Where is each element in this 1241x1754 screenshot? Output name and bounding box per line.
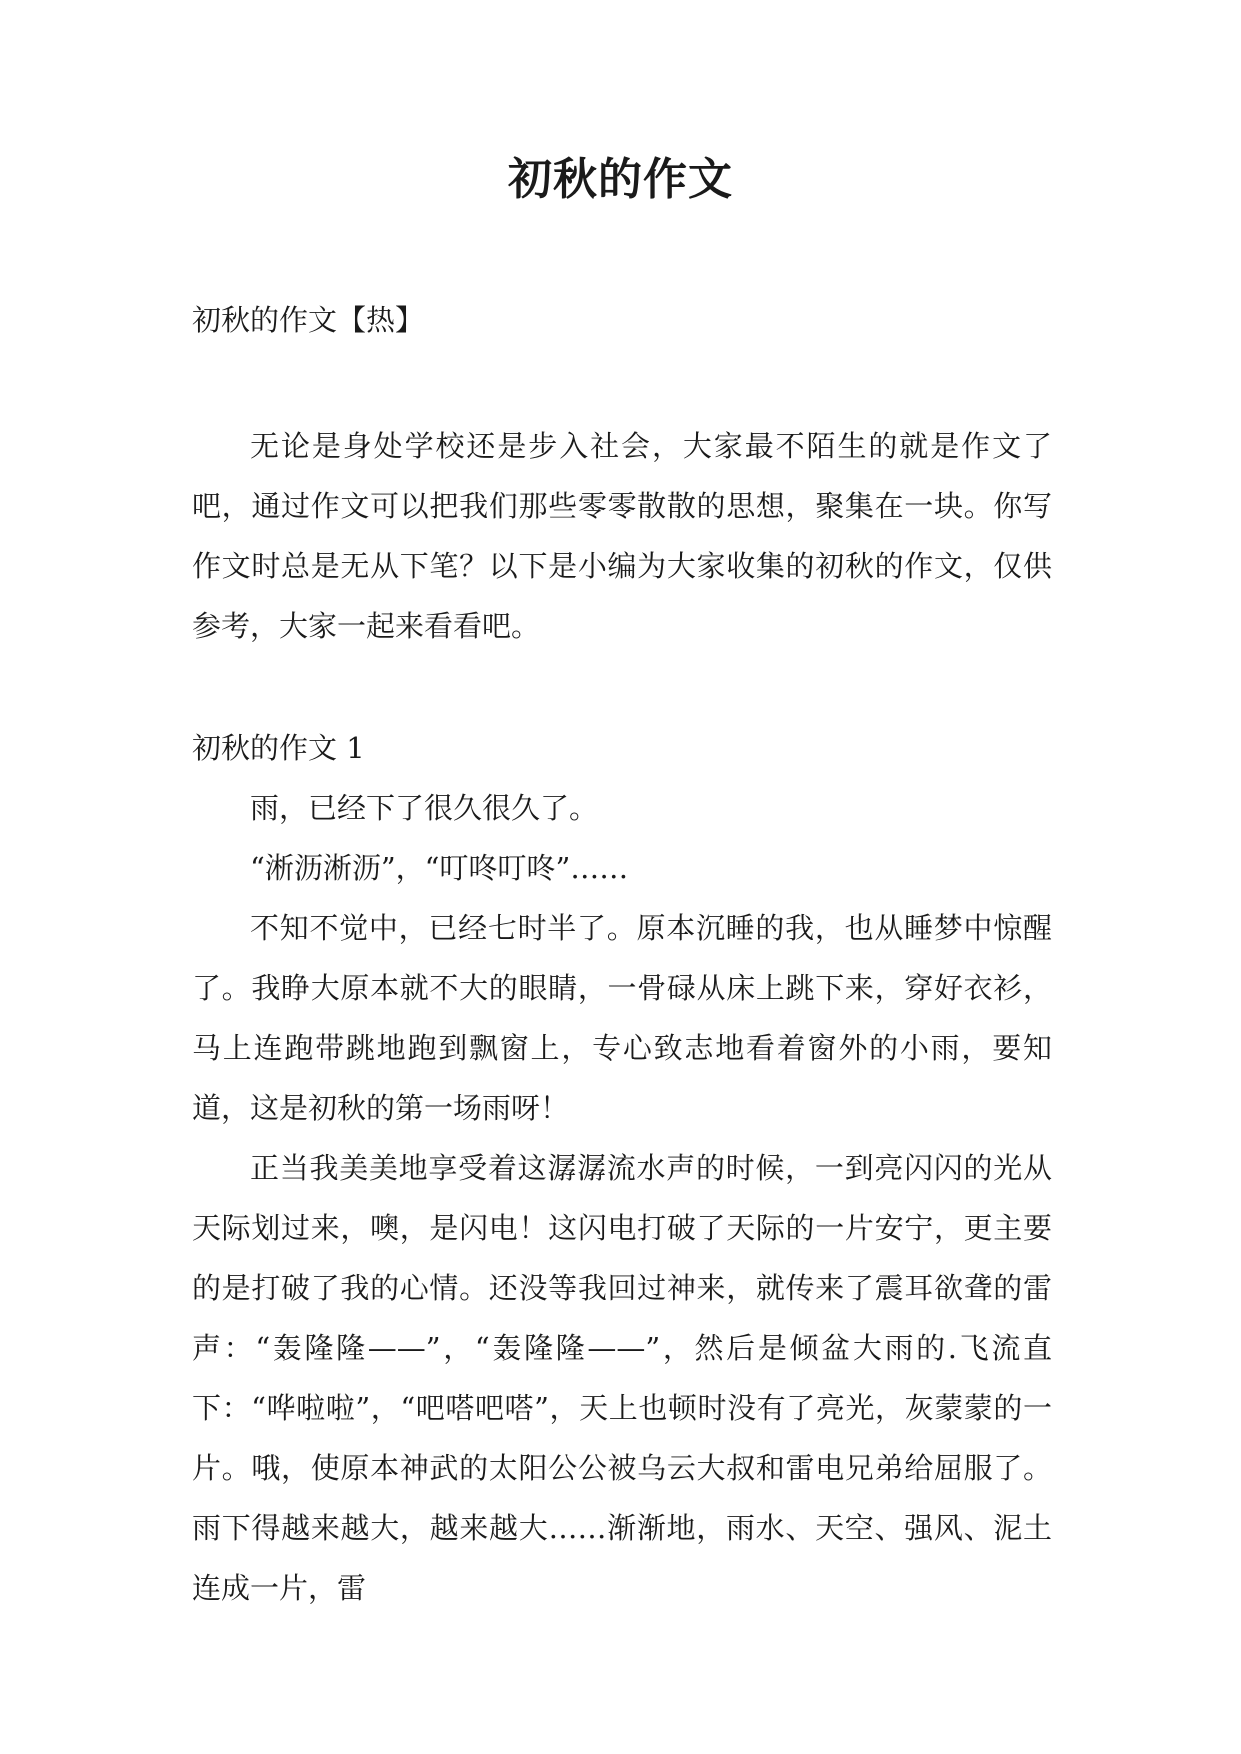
document-body	[192, 290, 1052, 1618]
intro-paragraph: 无论是身处学校还是步入社会，大家最不陌生的就是作文了吧，通过作文可以把我们那些零零散散的思想，聚集在一块。你写作文时总是无从下笔？以下是小编为大家收集的初秋的作文，仅供参考，大家一起来看看吧。	[192, 429, 1052, 643]
spacer	[192, 656, 1052, 718]
body-paragraph: 不知不觉中，已经七时半了。原本沉睡的我，也从睡梦中惊醒了。我睁大原本就不大的眼睛，一骨碌从床上跳下来，穿好衣衫，马上连跑带跳地跑到飘窗上，专心致志地看着窗外的小雨，要知道，这是初秋的第一场雨呀！	[192, 911, 1052, 1125]
body-paragraph: 雨，已经下了很久很久了。	[250, 791, 599, 825]
section-heading: 初秋的作文 1	[192, 731, 365, 765]
spacer	[192, 350, 1052, 416]
body-paragraph: 正当我美美地享受着这潺潺流水声的时候，一到亮闪闪的光从天际划过来，噢，是闪电！这闪电打破了天际的一片安宁，更主要的是打破了我的心情。还没等我回过神来，就传来了震耳欲聋的雷声：“轰隆隆——”，“轰隆隆——”，然后是倾盆大雨的.飞流直下：“哗啦啦”，“吧嗒吧嗒”，天上也顿时没有了亮光，灰蒙蒙的一片。哦，使原本神武的太阳公公被乌云大叔和雷电兄弟给屈服了。雨下得越来越大，越来越大……渐渐地，雨水、天空、强风、泥土连成一片，雷	[192, 1151, 1052, 1605]
document-subtitle: 初秋的作文【热】	[192, 303, 425, 337]
body-paragraph: “淅沥淅沥”，“叮咚叮咚”……	[250, 851, 629, 885]
document-title: 初秋的作文	[508, 154, 733, 205]
